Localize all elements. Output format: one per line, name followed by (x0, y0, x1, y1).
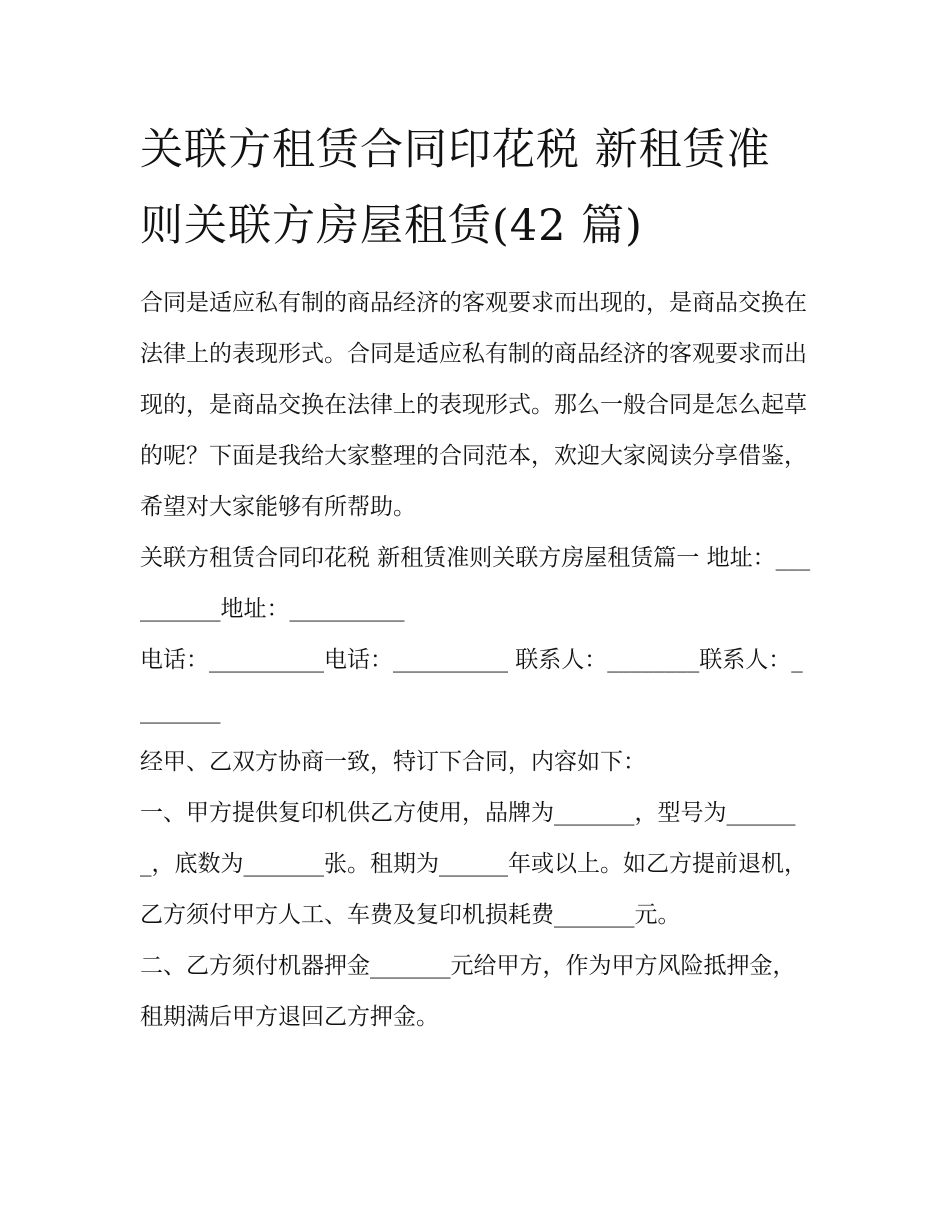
document-body (140, 112, 812, 1043)
paragraph-intro: 合同是适应私有制的商品经济的客观要求而出现的，是商品交换在法律上的表现形式。合同是适应私有制的商品经济的客观要求而出现的，是商品交换在法律上的表现形式。那么一般合同是怎么起草的呢？下面是我给大家整理的合同范本，欢迎大家阅读分享借鉴，希望对大家能够有所帮助。 (140, 290, 807, 520)
paragraph-phone-contact: 电话：__________电话：__________ 联系人：________联系人：________ (140, 647, 803, 724)
paragraph-clause-2: 二、乙方须付机器押金_______元给甲方，作为甲方风险抵押金，租期满后甲方退回乙方押金。 (140, 953, 796, 1030)
paragraph-clause-1: 一、甲方提供复印机供乙方使用，品牌为_______，型号为_______，底数为_______张。租期为______年或以上。如乙方提前退机，乙方须付甲方人工、车费及复印机损耗费_______元。 (140, 800, 807, 928)
paragraph-agreement: 经甲、乙双方协商一致，特订下合同，内容如下： (140, 749, 646, 775)
document-title: 关联方租赁合同印花税 新租赁准则关联方房屋租赁(42 篇) (140, 125, 771, 251)
paragraph-address: 关联方租赁合同印花税 新租赁准则关联方房屋租赁篇一 地址：__________地址：__________ (140, 545, 811, 622)
